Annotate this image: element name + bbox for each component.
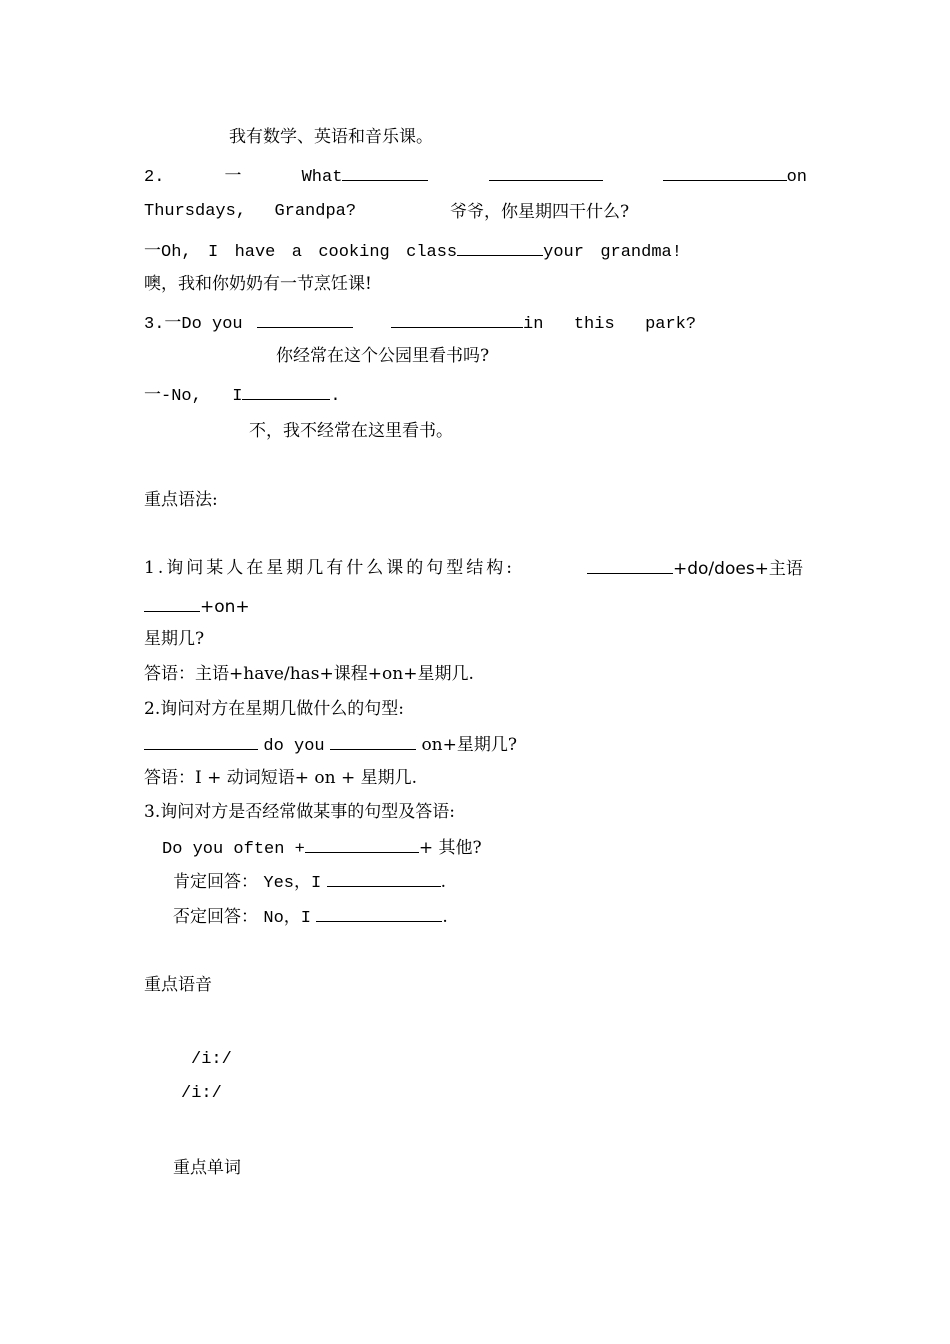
q2-reply-your: your <box>543 243 584 262</box>
q3-reply-blank[interactable] <box>242 383 330 400</box>
q3-in: in <box>523 315 544 334</box>
q2-what: What <box>301 168 343 187</box>
grammar-2-title: 2.询问对方在星期几做什么的句型: <box>144 699 404 719</box>
translation-1: 我有数学、英语和音乐课。 <box>229 127 433 147</box>
q2-line-1 <box>144 164 807 189</box>
q2-reply-class: class <box>406 243 458 262</box>
q2-reply-i: I <box>207 243 219 262</box>
grammar-heading: 重点语法: <box>144 490 218 510</box>
phonetic-2: /i:/ <box>181 1084 222 1103</box>
grammar-1-right <box>587 557 803 580</box>
vocab-heading: 重点单词 <box>173 1158 241 1178</box>
q3-park: park? <box>645 315 697 334</box>
q3-blank-2[interactable] <box>391 311 523 328</box>
q3-line <box>144 311 696 336</box>
q3-reply-i: I <box>232 387 243 406</box>
grammar-3-question <box>162 836 482 861</box>
q2-blank-3[interactable] <box>663 164 787 181</box>
grammar-3-yes <box>173 870 446 895</box>
grammar-3-title: 3.询问对方是否经常做某事的句型及答语: <box>144 802 455 822</box>
phonetics-heading: 重点语音 <box>144 975 212 995</box>
grammar-1-text: 1.询问某人在星期几有什么课的句型结构: <box>144 558 515 578</box>
q2-on: on <box>786 168 807 187</box>
q3-reply <box>144 383 341 408</box>
grammar-3-no-period: . <box>442 907 448 927</box>
q2-grandpa: Grandpa? <box>274 202 357 221</box>
grammar-3-yes-text: Yes，I <box>263 874 322 893</box>
grammar-3-no-label: 否定回答： <box>173 907 258 927</box>
q2-reply <box>144 239 682 264</box>
q2-reply-start: 一Oh, <box>144 243 192 262</box>
grammar-1-on: +on+ <box>200 597 250 617</box>
grammar-3-no-blank[interactable] <box>316 905 442 922</box>
translation-5: 不，我不经常在这里看书。 <box>249 421 453 441</box>
q2-blank-1[interactable] <box>342 164 428 181</box>
q3-this: this <box>573 315 615 334</box>
q2-blank-2[interactable] <box>489 164 603 181</box>
phonetic-1: /i:/ <box>191 1050 232 1069</box>
grammar-1-day: 星期几? <box>144 629 205 649</box>
grammar-2-on: on+星期几? <box>421 735 517 755</box>
translation-4: 你经常在这个公园里看书吗? <box>276 346 490 366</box>
grammar-1-blank-2[interactable] <box>144 595 200 612</box>
grammar-3-q-blank[interactable] <box>305 836 419 853</box>
translation-2: 爷爷，你星期四干什么? <box>450 202 630 222</box>
grammar-1-line-2 <box>144 595 250 618</box>
q2-number: 2. <box>144 168 165 187</box>
q3-start: 3.一Do you <box>144 315 243 334</box>
grammar-2-blank-2[interactable] <box>330 733 416 750</box>
q2-dash: 一 <box>224 166 242 186</box>
grammar-3-q-start: Do you often + <box>162 840 305 859</box>
grammar-1-tail: +do/does+主语 <box>673 559 803 579</box>
q2-reply-a: a <box>291 243 302 262</box>
q3-reply-start: 一-No, <box>144 387 202 406</box>
grammar-2-answer: 答语：I + 动词短语+ on + 星期几. <box>144 768 418 788</box>
q3-blank-1[interactable] <box>257 311 353 328</box>
q2-reply-grandma: grandma! <box>600 243 682 262</box>
grammar-2-blank-1[interactable] <box>144 733 258 750</box>
grammar-2-doyou: do you <box>263 737 325 756</box>
grammar-1-answer: 答语：主语+have/has+课程+on+星期几. <box>144 664 474 684</box>
grammar-3-no-text: No，I <box>263 909 312 928</box>
grammar-2-line <box>144 733 517 758</box>
q2-reply-cooking: cooking <box>318 243 390 262</box>
q2-line-2 <box>144 201 356 223</box>
grammar-1-blank-1[interactable] <box>587 557 673 574</box>
q2-thursdays: Thursdays, <box>144 202 247 221</box>
q3-reply-end: . <box>330 387 341 406</box>
grammar-3-yes-label: 肯定回答： <box>173 872 258 892</box>
grammar-3-q-end: + 其他? <box>418 838 482 858</box>
grammar-3-yes-period: . <box>440 872 447 892</box>
q2-reply-blank[interactable] <box>457 239 543 256</box>
grammar-3-yes-blank[interactable] <box>327 870 441 887</box>
grammar-3-no <box>173 905 448 930</box>
q2-reply-have: have <box>234 243 276 262</box>
translation-3: 噢，我和你奶奶有一节烹饪课! <box>144 274 372 294</box>
